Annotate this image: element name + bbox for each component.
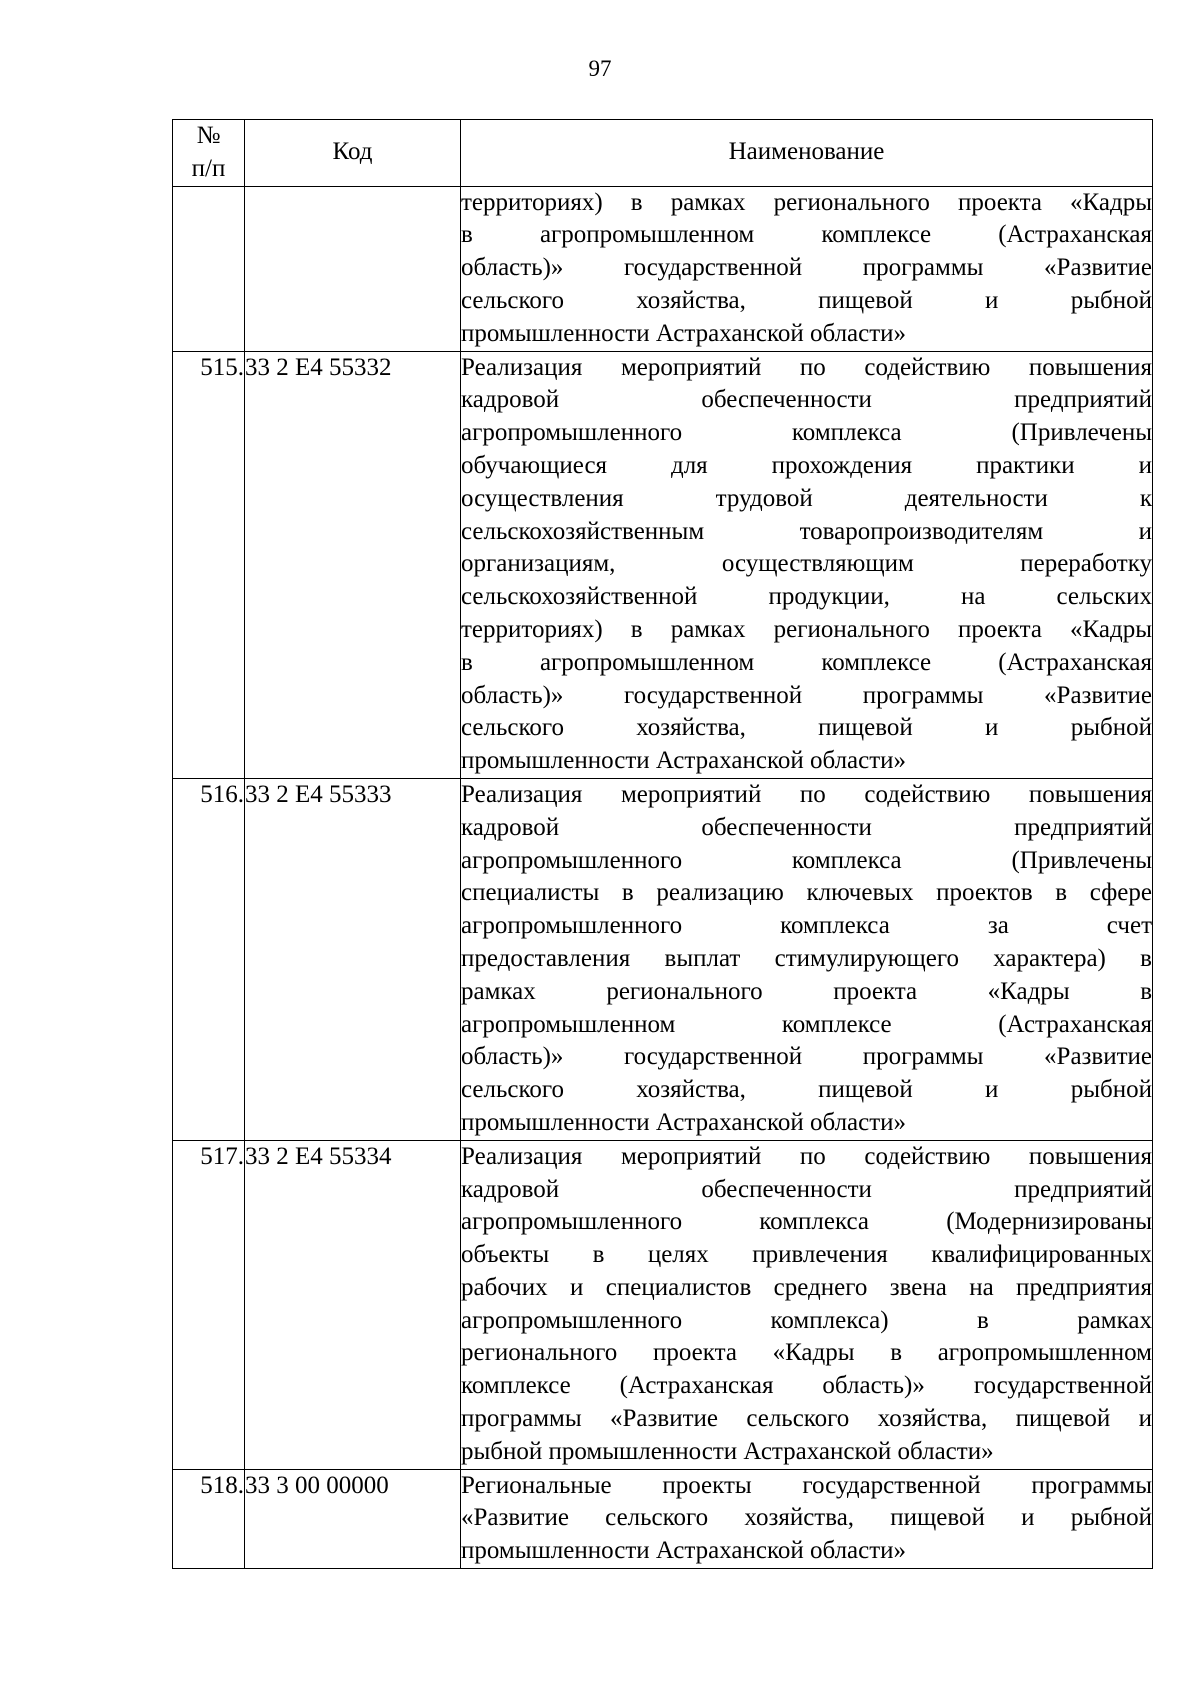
name-text-line: специалисты в реализацию ключевых проектов в сфере [461,879,1152,907]
row-code-cell: 33 3 00 00000 [245,1469,461,1568]
header-code: Код [245,120,461,187]
name-text-line: комплексе (Астраханская область)» государственной [461,1372,1152,1400]
header-number [173,120,245,187]
table-body [173,186,1153,1568]
name-text-line: сельскохозяйственной продукции, на сельских [461,583,1152,611]
row-name-cell [461,1469,1153,1568]
classification-table [172,119,1153,1569]
row-name-cell [461,778,1153,1140]
name-text-line: агропромышленного комплекса (Модернизированы [461,1208,1152,1236]
name-text-line: агропромышленного комплекса (Привлечены [461,846,1152,874]
table-row [173,186,1153,351]
name-text-line: область)» государственной программы «Развитие [461,681,1152,709]
page-number: 97 [588,56,612,81]
header-name: Наименование [461,120,1153,187]
row-code-cell: 33 2 Е4 55334 [245,1140,461,1469]
header-number-line: № [196,122,221,149]
row-name-cell [461,1140,1153,1469]
row-number-cell: 518. [173,1469,245,1568]
row-number-cell: 516. [173,778,245,1140]
name-text-line: агропромышленного комплекса (Привлечены [461,419,1152,447]
row-number-cell [173,186,245,351]
name-text-line: Реализация мероприятий по содействию повышения [461,1142,1152,1170]
name-text-line: в агропромышленном комплексе (Астраханская [461,648,1152,676]
name-text-line: территориях) в рамках регионального проекта «Кадры [461,188,1152,216]
name-text-line: кадровой обеспеченности предприятий [461,386,1152,414]
row-number-cell: 517. [173,1140,245,1469]
name-text-line: осуществления трудовой деятельности к [461,484,1152,512]
name-text-line: Реализация мероприятий по содействию повышения [461,353,1152,381]
name-text-line: область)» государственной программы «Развитие [461,254,1152,282]
name-text-line: сельскохозяйственным товаропроизводителям и [461,517,1152,545]
name-text-line: агропромышленного комплекса за счет [461,912,1152,940]
name-text-line: организациям, осуществляющим переработку [461,550,1152,578]
row-number-cell: 515. [173,351,245,778]
row-code-cell: 33 2 Е4 55332 [245,351,461,778]
row-code-cell: 33 2 Е4 55333 [245,778,461,1140]
name-text-line: обучающиеся для прохождения практики и [461,451,1152,479]
table-row [173,778,1153,1140]
name-text-line: рыбной промышленности Астраханской области» [461,1437,994,1465]
name-text-line: регионального проекта «Кадры в агропромышленном [461,1339,1152,1367]
name-text-line: программы «Развитие сельского хозяйства, пищевой и [461,1405,1152,1433]
name-text-line: сельского хозяйства, пищевой и рыбной [461,286,1152,314]
header-number-line: п/п [191,154,226,182]
name-text-line: рамках регионального проекта «Кадры в [461,977,1152,1005]
row-code-cell [245,186,461,351]
table-row [173,351,1153,778]
row-name-cell [461,186,1153,351]
name-text-line: сельского хозяйства, пищевой и рыбной [461,714,1152,742]
name-text-line: кадровой обеспеченности предприятий [461,813,1152,841]
name-text-line: «Развитие сельского хозяйства, пищевой и рыбной [461,1504,1152,1532]
name-text-line: территориях) в рамках регионального проекта «Кадры [461,615,1152,643]
name-text-line: сельского хозяйства, пищевой и рыбной [461,1076,1152,1104]
name-text-line: область)» государственной программы «Развитие [461,1043,1152,1071]
name-text-line: промышленности Астраханской области» [461,1537,907,1565]
name-text-line: Реализация мероприятий по содействию повышения [461,780,1152,808]
name-text-line: рабочих и специалистов среднего звена на предприятия [461,1273,1152,1301]
name-text-line: кадровой обеспеченности предприятий [461,1175,1152,1203]
name-text-line: промышленности Астраханской области» [461,747,907,775]
name-text-line: объекты в целях привлечения квалифицированных [461,1241,1152,1269]
row-name-cell [461,351,1153,778]
name-text-line: в агропромышленном комплексе (Астраханская [461,221,1152,249]
table-header-row [173,120,1153,187]
name-text-line: агропромышленном комплексе (Астраханская [461,1010,1152,1038]
name-text-line: промышленности Астраханской области» [461,1108,907,1136]
table-row [173,1140,1153,1469]
name-text-line: предоставления выплат стимулирующего характера) в [461,944,1152,972]
name-text-line: Региональные проекты государственной программы [461,1471,1152,1499]
table-row [173,1469,1153,1568]
name-text-line: агропромышленного комплекса) в рамках [461,1306,1152,1334]
name-text-line: промышленности Астраханской области» [461,319,907,347]
